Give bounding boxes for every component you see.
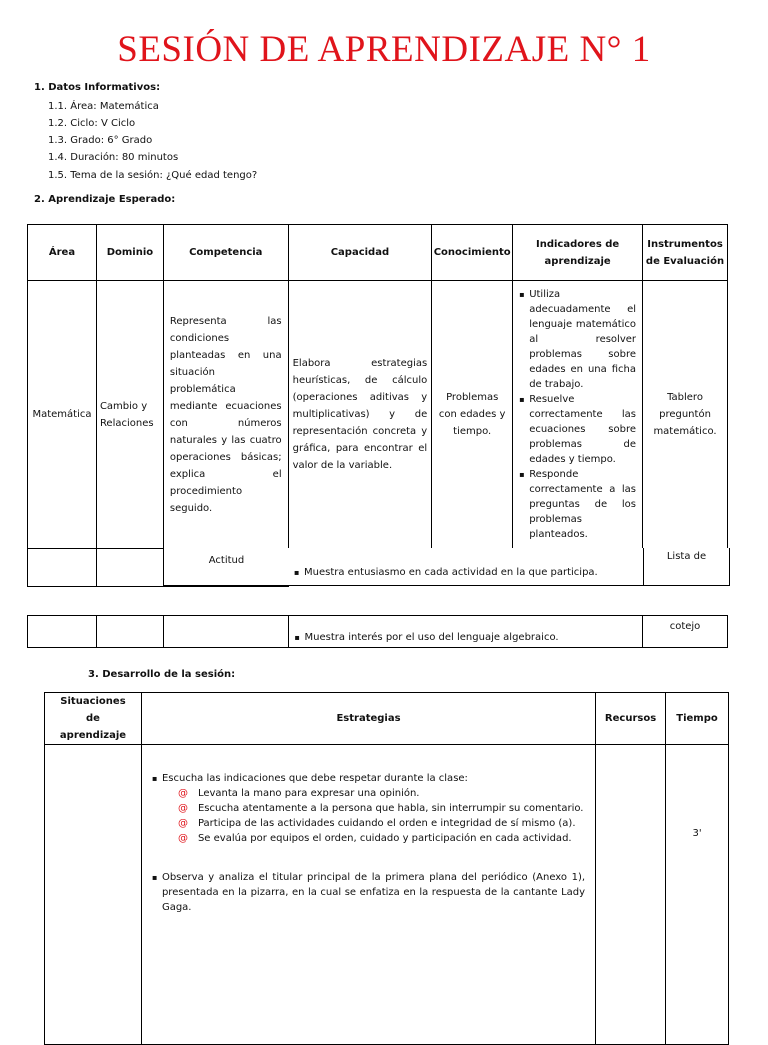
header-conocimiento: Conocimiento <box>432 225 513 281</box>
cell-situaciones <box>45 745 142 1045</box>
empty-cell <box>28 616 97 648</box>
empty-cell <box>96 549 163 587</box>
header-situaciones: Situaciones de aprendizaje <box>45 693 142 745</box>
lista-de-text: Lista de <box>666 551 707 562</box>
tiempo-value: 3' <box>692 828 702 839</box>
cell-indicadores <box>513 281 643 549</box>
cell-instrumento: Tablero preguntón matemático. <box>643 281 728 549</box>
cell-competencia: Representa las condiciones planteadas en una situación problemática mediante ecuaciones con números naturales y las cuatro operaciones básicas; explica el procedimiento seguido. <box>169 315 282 514</box>
empty-cell <box>96 616 163 648</box>
desarrollo-table <box>44 692 729 1045</box>
cell-area: Matemática <box>28 281 97 549</box>
bullet-icon: ▪ <box>519 395 525 404</box>
page-title: SESIÓN DE APRENDIZAJE N° 1 <box>117 29 651 70</box>
info-item-ciclo: 1.2. Ciclo: V Ciclo <box>48 118 136 129</box>
cell-capacidad: Elabora estrategias heurísticas, de cálculo (operaciones aditivas y multiplicativas) y de representación concreta y gráfica, para encontrar el valor de la variable. <box>292 358 428 471</box>
actitud-2-item: ▪ Muestra interés por el uso del lenguaje algebraico. <box>294 632 559 643</box>
at-icon: @ <box>177 833 188 844</box>
bullet-icon: ▪ <box>151 774 158 783</box>
cotejo-cell <box>643 616 728 648</box>
at-icon: @ <box>177 803 188 814</box>
at-icon: @ <box>177 788 188 799</box>
info-item-grado: 1.3. Grado: 6° Grado <box>48 135 153 146</box>
cotejo-text: cotejo <box>669 621 701 632</box>
actitud-1-cell <box>288 548 643 586</box>
actitud-1-item: ▪ Muestra entusiasmo en cada actividad en la que participa. <box>294 567 598 578</box>
cell-competencia-wrap <box>163 281 288 549</box>
info-item-area: 1.1. Área: Matemática <box>48 101 159 112</box>
bullet-icon: ▪ <box>294 633 300 642</box>
header-dominio: Dominio <box>96 225 163 281</box>
header-competencia: Competencia <box>163 225 288 281</box>
header-area: Área <box>28 225 97 281</box>
section3-heading: 3. Desarrollo de la sesión: <box>88 669 236 680</box>
indicador-item: ▪ Resuelve correctamente las ecuaciones sobre problemas de edades y tiempo. <box>519 394 637 465</box>
actitud-table <box>27 615 728 648</box>
cell-tiempo <box>666 745 729 1045</box>
at-icon: @ <box>177 818 188 829</box>
indicador-item: ▪ Responde correctamente a las preguntas de los problemas planteados. <box>519 469 637 540</box>
bullet-icon: ▪ <box>294 568 300 577</box>
cell-estrategias <box>141 745 595 1045</box>
subitem: @ Participa de las actividades cuidando el orden e integridad de sí mismo (a). <box>177 818 576 829</box>
empty-cell <box>28 549 97 587</box>
bullet-icon: ▪ <box>151 873 158 882</box>
actitud-label-cell <box>163 548 290 586</box>
subitem: @ Levanta la mano para expresar una opinión. <box>177 788 420 799</box>
subitem-list <box>152 786 585 846</box>
bullet-icon: ▪ <box>519 470 525 479</box>
header-capacidad: Capacidad <box>288 225 432 281</box>
info-item-tema: 1.5. Tema de la sesión: ¿Qué edad tengo? <box>48 170 258 181</box>
lista-de-cell <box>643 548 730 586</box>
header-tiempo: Tiempo <box>666 693 729 745</box>
aprendizaje-esperado-table <box>27 224 728 587</box>
estrategia-bullet-1: ▪ Escucha las indicaciones que debe respetar durante la clase: <box>151 773 468 784</box>
section1-heading: 1. Datos Informativos: <box>34 82 161 93</box>
cell-dominio: Cambio y Relaciones <box>96 281 163 549</box>
cell-recursos <box>596 745 666 1045</box>
header-recursos: Recursos <box>596 693 666 745</box>
estrategia-bullet-2: ▪ Observa y analiza el titular principal de la primera plana del periódico (Anexo 1), presentada en la pizarra, en la cual se enfatiza en la respuesta de la cantante Lady Gaga. <box>151 872 586 913</box>
section2-heading: 2. Aprendizaje Esperado: <box>34 194 176 205</box>
cell-conocimiento: Problemas con edades y tiempo. <box>432 281 513 549</box>
subitem: @ Se evalúa por equipos el orden, cuidado y participación en cada actividad. <box>177 833 572 844</box>
header-indicadores: Indicadores de aprendizaje <box>513 225 643 281</box>
bullet-icon: ▪ <box>519 290 525 299</box>
cell-capacidad-wrap <box>288 281 432 549</box>
empty-cell <box>163 616 288 648</box>
subitem: @ Escucha atentamente a la persona que habla, sin interrumpir su comentario. <box>177 803 584 814</box>
indicador-item: ▪ Utiliza adecuadamente el lenguaje matemático al resolver problemas sobre edades en una ficha de trabajo. <box>519 289 637 390</box>
actitud-2-cell <box>288 616 643 648</box>
actitud-label: Actitud <box>208 555 245 566</box>
header-instrumentos: Instrumentos de Evaluación <box>643 225 728 281</box>
header-estrategias: Estrategias <box>141 693 595 745</box>
info-item-duracion: 1.4. Duración: 80 minutos <box>48 152 179 163</box>
